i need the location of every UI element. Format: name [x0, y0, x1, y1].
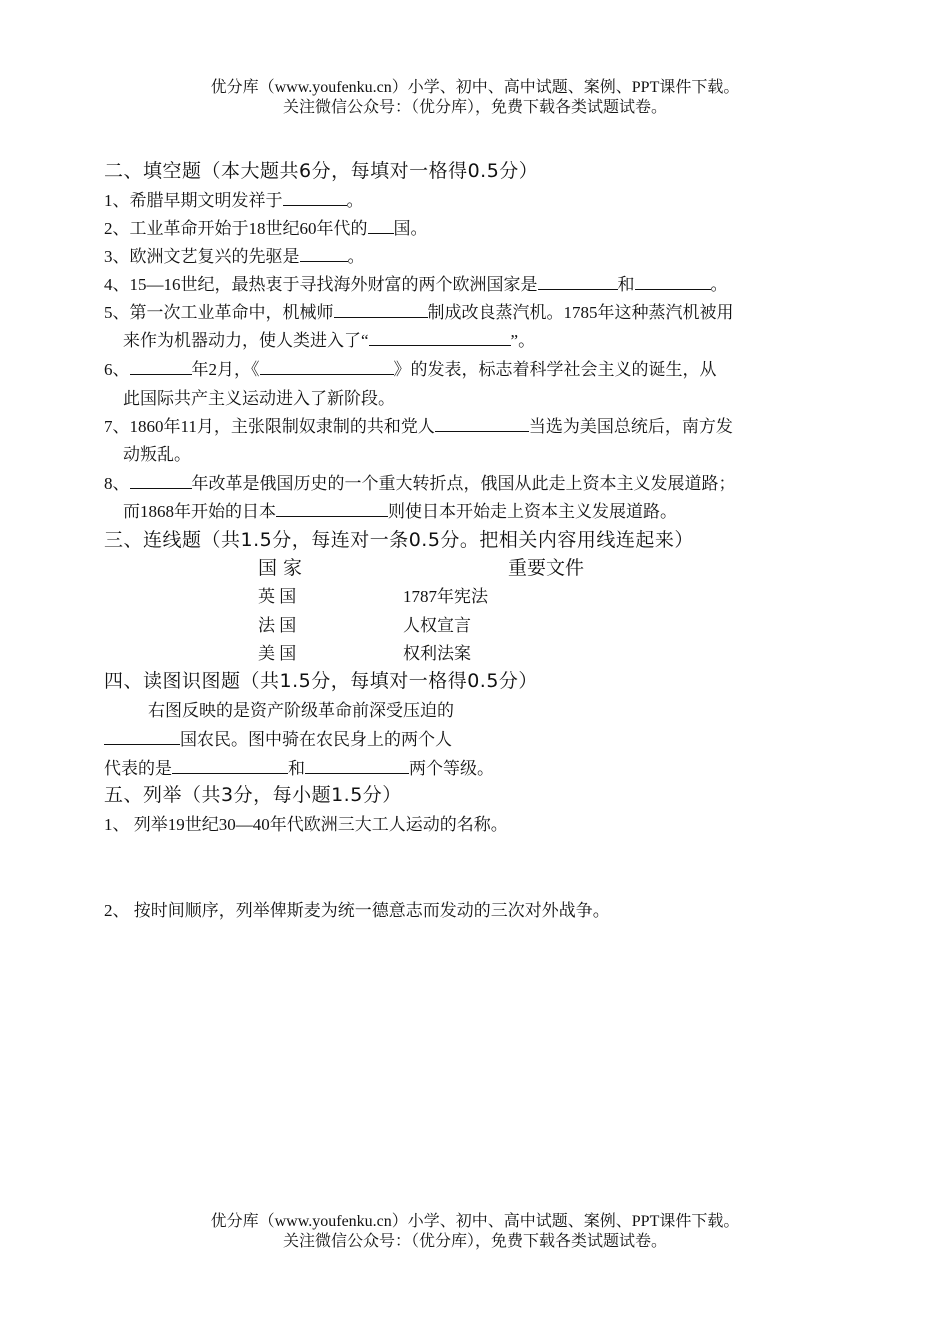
q2-8-line2: 而1868年开始的日本 则使日本开始走上资本主义发展道路。	[123, 502, 677, 521]
page-header	[0, 78, 950, 118]
header-line-1: 优分库（www.youfenku.cn）小学、初中、高中试题、案例、PPT课件下载。	[210, 79, 740, 96]
blank[interactable]	[130, 474, 192, 489]
section-4-title: 四、读图识图题（共1.5分，每填对一格得0.5分）	[104, 670, 538, 692]
blank[interactable]	[635, 275, 711, 290]
blank[interactable]	[305, 759, 409, 774]
q5-2: 2、 按时间顺序，列举俾斯麦为统一德意志而发动的三次对外战争。	[104, 901, 610, 920]
q2-7-line2: 动叛乱。	[123, 445, 191, 464]
blank[interactable]	[283, 191, 347, 206]
section-3-title: 三、连线题（共1.5分，每连对一条0.5分。把相关内容用线连起来）	[104, 529, 694, 551]
document-item[interactable]: 1787年宪法	[403, 587, 488, 606]
q2-5-line2: 来作为机器动力，使人类进入了“ ”。	[123, 331, 536, 350]
blank[interactable]	[300, 247, 348, 262]
q2-6-line2: 此国际共产主义运动进入了新阶段。	[123, 389, 395, 408]
blank[interactable]	[334, 303, 428, 318]
q2-2: 2、工业革命开始于18世纪60年代的 国。	[104, 219, 428, 238]
q2-8-line1: 8、 年改革是俄国历史的一个重大转折点，俄国从此走上资本主义发展道路；	[104, 474, 736, 493]
page-footer	[0, 1212, 950, 1252]
blank[interactable]	[104, 730, 180, 745]
blank[interactable]	[369, 331, 511, 346]
blank[interactable]	[172, 759, 288, 774]
document-item[interactable]: 权利法案	[403, 644, 471, 663]
q2-7-line1: 7、1860年11月，主张限制奴隶制的共和党人 当选为美国总统后，南方发	[104, 417, 733, 436]
country-item[interactable]: 美 国	[258, 644, 297, 663]
column-header-country: 国 家	[258, 557, 303, 579]
blank[interactable]	[538, 275, 618, 290]
q2-4: 4、15—16世纪，最热衷于寻找海外财富的两个欧洲国家是 和 。	[104, 275, 728, 294]
q2-6-line1: 6、 年2月，《 》的发表，标志着科学社会主义的诞生，从	[104, 360, 717, 379]
q2-3: 3、欧洲文艺复兴的先驱是 。	[104, 247, 365, 266]
blank[interactable]	[276, 502, 388, 517]
q4-line1: 右图反映的是资产阶级革命前深受压迫的	[148, 701, 454, 720]
column-header-document: 重要文件	[508, 557, 585, 579]
section-2-title: 二、填空题（本大题共6分，每填对一格得0.5分）	[104, 160, 539, 182]
document-item[interactable]: 人权宣言	[403, 616, 471, 635]
header-line-2: 关注微信公众号：（优分库），免费下载各类试题试卷。	[282, 99, 667, 116]
footer-line-1: 优分库（www.youfenku.cn）小学、初中、高中试题、案例、PPT课件下载。	[210, 1213, 740, 1230]
blank[interactable]	[130, 360, 192, 375]
q4-line3: 代表的是 和 两个等级。	[104, 759, 494, 778]
q2-5-line1: 5、第一次工业革命中，机械师 制成改良蒸汽机。1785年这种蒸汽机被用	[104, 303, 734, 322]
country-item[interactable]: 英 国	[258, 587, 297, 606]
country-item[interactable]: 法 国	[258, 616, 297, 635]
section-5-title: 五、列举（共3分，每小题1.5分）	[104, 784, 402, 806]
q4-line2: 国农民。图中骑在农民身上的两个人	[104, 725, 452, 750]
q2-1: 1、希腊早期文明发祥于 。	[104, 191, 364, 210]
blank[interactable]	[435, 417, 529, 432]
q5-1: 1、 列举19世纪30—40年代欧洲三大工人运动的名称。	[104, 815, 508, 834]
footer-line-2: 关注微信公众号：（优分库），免费下载各类试题试卷。	[282, 1233, 667, 1250]
blank[interactable]	[368, 219, 394, 234]
blank[interactable]	[260, 360, 394, 375]
